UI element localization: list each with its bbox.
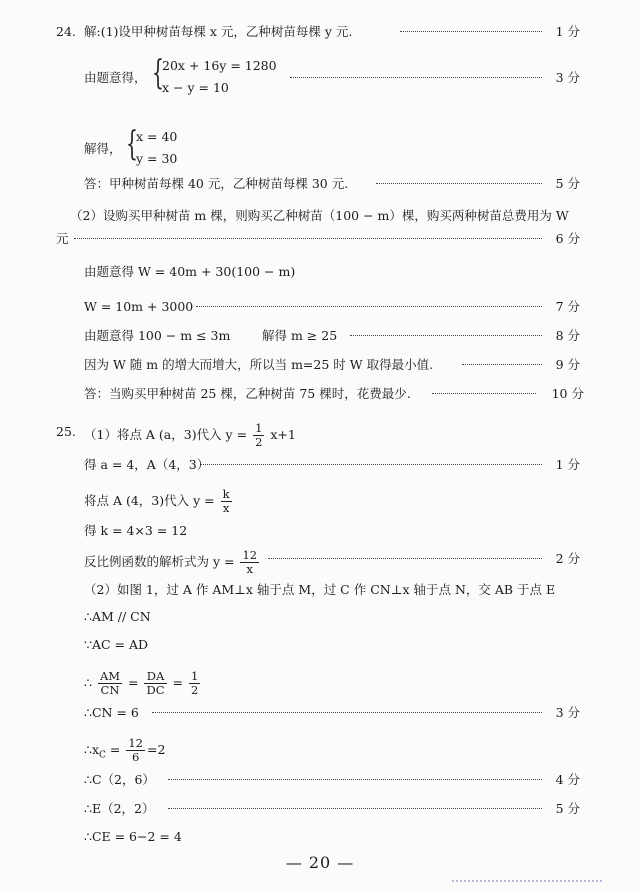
denominator: 2: [255, 435, 263, 449]
equals-sign: =: [128, 675, 139, 690]
therefore-symbol: ∴: [84, 675, 92, 690]
q24-line-1: [0, 22, 640, 44]
q24-inequality-line: [0, 326, 640, 348]
q24-solution-line: [0, 124, 640, 166]
q24-final-line: [0, 384, 640, 406]
dot-leader: [200, 464, 542, 465]
q24-inequality-solution: 解得 m ≥ 25: [262, 328, 338, 343]
dot-leader: [152, 712, 542, 713]
q25-line-8: [0, 635, 640, 657]
score-mark: 7 分: [555, 299, 580, 314]
page-number: — 20 —: [285, 853, 355, 872]
numerator: AM: [99, 669, 121, 683]
fraction: [126, 737, 145, 764]
dot-leader: [400, 31, 542, 32]
q25-k-value: 得 k = 4×3 = 12: [84, 523, 188, 538]
dot-leader: [432, 393, 536, 394]
dot-leader: [168, 779, 542, 780]
q25-cn-value: ∴CN = 6: [84, 705, 139, 720]
equals-sign: =: [172, 675, 183, 690]
q25-ce-length: ∴CE = 6−2 = 4: [84, 829, 182, 844]
fraction: [144, 670, 166, 697]
q25-line-11: [0, 736, 640, 764]
numerator: 1: [255, 421, 263, 435]
q24-w-formula: [0, 262, 640, 284]
dot-leader: [350, 335, 542, 336]
score-mark: 2 分: [555, 551, 580, 566]
numerator: 12: [128, 736, 143, 750]
q24-part2-line: [0, 206, 640, 228]
q24-solved-label: 解得，: [84, 141, 122, 156]
q25-sub-tail: x+1: [270, 427, 296, 442]
q25-line-1: [0, 421, 640, 449]
q25-line-12: [0, 770, 640, 792]
q25-line-13: [0, 799, 640, 821]
q25-point-c: ∴C（2，6）: [84, 772, 155, 787]
scan-artifact: [452, 880, 602, 882]
score-mark: 6 分: [555, 231, 580, 246]
q25-number: 25.: [56, 424, 76, 439]
left-brace-icon: {: [152, 53, 164, 93]
q25-line-9: [0, 669, 640, 697]
dot-leader: [290, 77, 542, 78]
denominator: 6: [132, 750, 140, 764]
q25-k-text: 将点 A (4，3)代入 y =: [84, 493, 215, 508]
q25-line-3: [0, 487, 640, 515]
dot-leader: [74, 238, 542, 239]
q25-point-e: ∴E（2，2）: [84, 801, 155, 816]
numerator: k: [222, 487, 230, 501]
q24-answer: 答：甲种树苗每棵 40 元，乙种树苗每棵 30 元.: [84, 176, 349, 191]
score-mark: 10 分: [551, 386, 584, 401]
score-mark: 5 分: [555, 176, 580, 191]
q25-parallel: ∴AM // CN: [84, 609, 151, 624]
q24-increase-line: [0, 355, 640, 377]
dot-leader: [168, 808, 542, 809]
q25-line-6: [0, 580, 640, 602]
q25-part2-construction: （2）如图 1，过 A 作 AM⊥x 轴于点 M，过 C 作 CN⊥x 轴于点 N，交 AB 于点 E: [84, 582, 556, 597]
q24-part2-cont: [0, 229, 640, 251]
score-mark: 1 分: [555, 24, 580, 39]
denominator: x: [246, 562, 254, 576]
q24-part2-text: （2）设购买甲种树苗 m 棵，则购买乙种树苗（100 − m）棵，购买两种树苗总费用为 W: [70, 208, 569, 223]
q24-setup-text: 解:(1)设甲种树苗每棵 x 元，乙种树苗每棵 y 元.: [84, 24, 353, 39]
q24-number: 24.: [56, 24, 76, 39]
left-brace-icon: {: [126, 124, 138, 164]
q25-xc-result: =2: [146, 742, 166, 757]
q25-substitution: [84, 422, 296, 449]
dot-leader: [268, 558, 542, 559]
solution-2: y = 30: [136, 151, 178, 166]
q25-line-10: [0, 703, 640, 725]
q25-ratio: [84, 670, 202, 697]
fraction: [240, 549, 259, 576]
q24-w-expression: 由题意得 W = 40m + 30(100 − m): [84, 264, 296, 279]
q25-equal-sides: ∵AC = AD: [84, 637, 149, 652]
q25-sub-text: （1）将点 A (a，3)代入 y =: [84, 427, 248, 442]
score-mark: 3 分: [555, 70, 580, 85]
fraction: [221, 488, 232, 515]
q24-increase: 因为 W 随 m 的增大而增大，所以当 m=25 时 W 取得最小值.: [84, 357, 434, 372]
q24-final-answer: 答：当购买甲种树苗 25 棵，乙种树苗 75 棵时，花费最少.: [84, 386, 411, 401]
q24-w-simple: W = 10m + 3000: [84, 299, 194, 314]
q24-w-simplified: [0, 297, 640, 319]
q24-intro: 由题意得，: [84, 70, 147, 85]
numerator: 1: [190, 669, 199, 683]
q24-system-line: [0, 53, 640, 95]
numerator: 12: [242, 548, 258, 562]
q25-xc-label: ∴x: [84, 742, 100, 757]
q25-line-2: [0, 455, 640, 477]
numerator: DA: [144, 670, 166, 684]
denominator: DC: [146, 683, 165, 697]
q25-xc: [84, 737, 165, 766]
fraction: [253, 422, 264, 449]
dot-leader: [196, 306, 542, 307]
score-mark: 8 分: [555, 328, 580, 343]
solution-1: x = 40: [136, 129, 178, 144]
q24-answer-line: [0, 174, 640, 196]
fraction: [189, 670, 200, 697]
equals-sign: =: [105, 742, 121, 757]
equation-2: x − y = 10: [162, 80, 229, 95]
score-mark: 3 分: [555, 705, 580, 720]
score-mark: 4 分: [555, 772, 580, 787]
q24-inequality: 由题意得 100 − m ≤ 3m: [84, 328, 231, 343]
q25-line-7: [0, 607, 640, 629]
q25-inverse-function: [84, 549, 261, 576]
score-mark: 1 分: [555, 457, 580, 472]
dot-leader: [376, 183, 542, 184]
q25-substitution-k: [84, 488, 234, 515]
q25-xc-subscript: C: [99, 750, 106, 761]
denominator: x: [222, 501, 230, 515]
score-mark: 5 分: [555, 801, 580, 816]
denominator: CN: [100, 683, 120, 697]
q25-line-14: [0, 827, 640, 849]
denominator: 2: [190, 683, 199, 697]
dot-leader: [462, 364, 542, 365]
q25-line-5: [0, 548, 640, 576]
q25-line-4: [0, 521, 640, 543]
q25-a-value: 得 a = 4，A（4，3）: [84, 457, 210, 472]
fraction: [98, 670, 122, 697]
score-mark: 9 分: [555, 357, 580, 372]
equation-1: 20x + 16y = 1280: [162, 58, 277, 73]
q25-function-text: 反比例函数的解析式为 y =: [84, 554, 235, 569]
q24-part2-unit: 元: [56, 231, 69, 246]
